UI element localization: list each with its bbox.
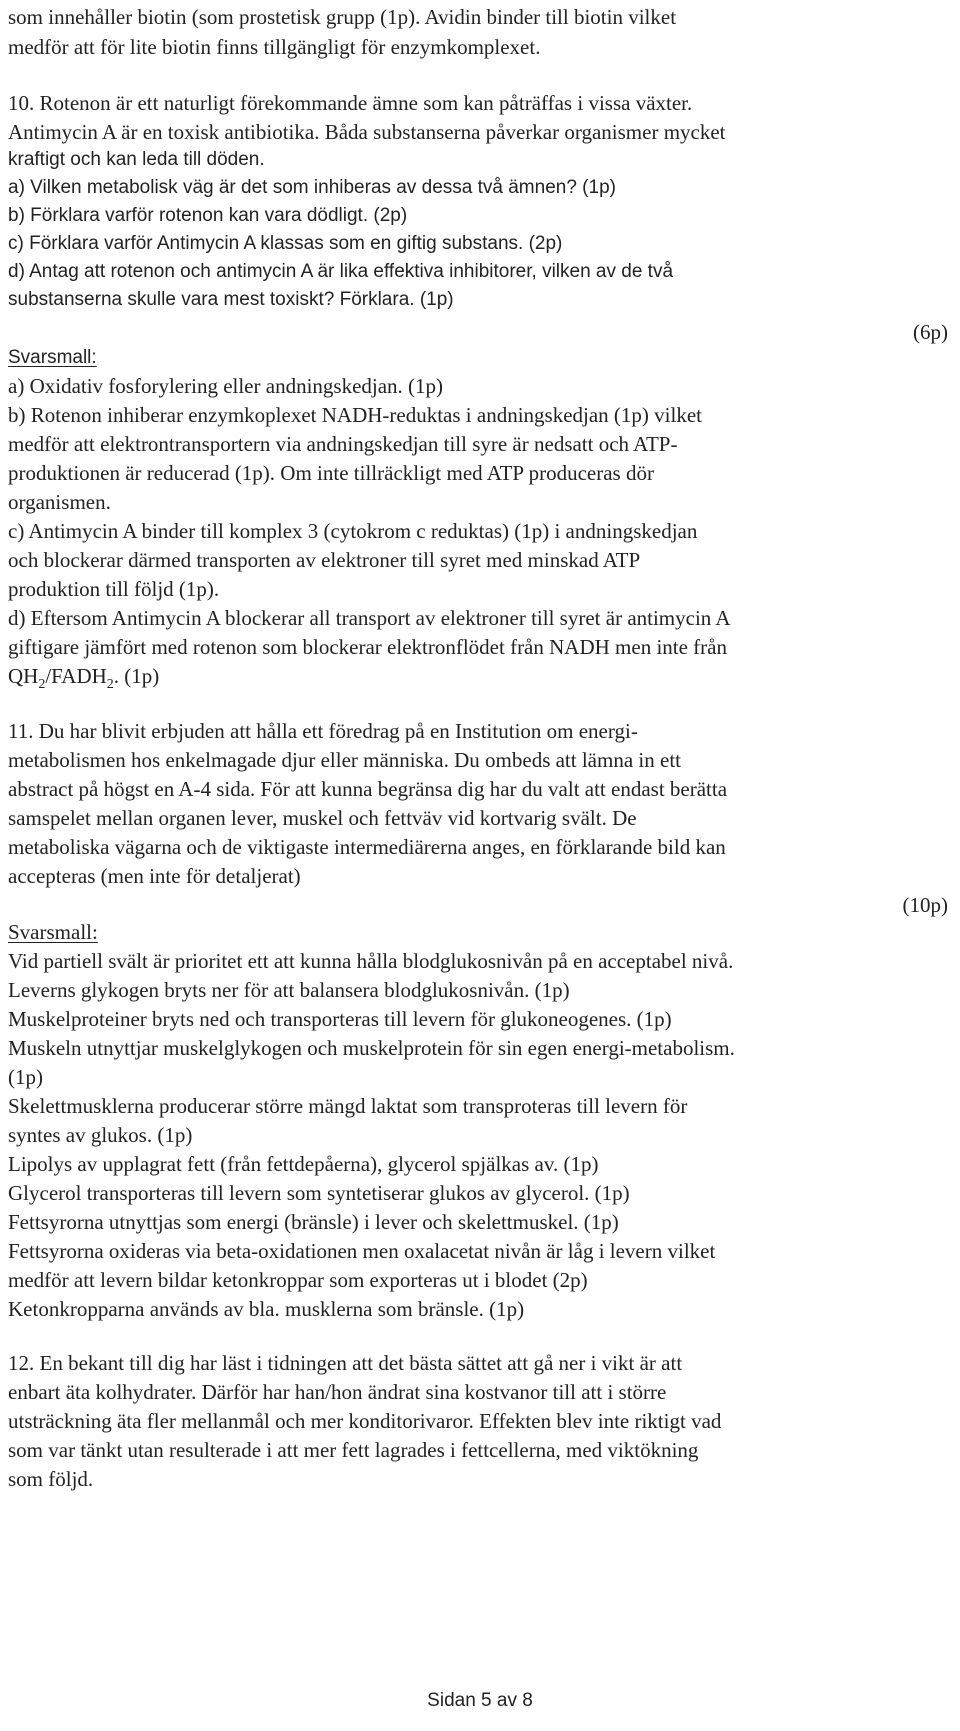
q11-answer-line: Muskelproteiner bryts ned och transporteras till levern för glukoneogenes. (1p) <box>8 1007 672 1031</box>
q12-line: som följd. <box>8 1467 94 1491</box>
q10-answer-line: d) Eftersom Antimycin A blockerar all transport av elektroner till syret är antimycin A <box>8 606 731 630</box>
q10-answer-line: produktion till följd (1p). <box>8 577 220 601</box>
q10-answer-line: medför att elektrontransportern via andningskedjan till syre är nedsatt och ATP- <box>8 432 678 456</box>
formula-qh: QH <box>8 664 39 688</box>
q10-formula-line <box>8 661 159 700</box>
q11-intro-line: samspelet mellan organen lever, muskel och fettväv vid kortvarig svält. De <box>8 806 637 830</box>
q11-points: (10p) <box>902 893 948 917</box>
q11-answer-line: Leverns glykogen bryts ner för att balansera blodglukosnivån. (1p) <box>8 978 570 1002</box>
q10-intro-line: Antimycin A är en toxisk antibiotika. Båda substanserna påverkar organismer mycket <box>8 120 726 144</box>
q10-intro-line: kraftigt och kan leda till döden. <box>8 149 265 170</box>
q11-answer-heading: Svarsmall: <box>8 920 98 944</box>
q11-answer-line: Ketonkropparna används av bla. musklerna som bränsle. (1p) <box>8 1297 525 1321</box>
q12-line: utsträckning äta fler mellanmål och mer konditorivaror. Effekten blev inte riktigt vad <box>8 1409 722 1433</box>
q11-answer-line: Fettsyrorna utnyttjas som energi (bränsle) i lever och skelettmuskel. (1p) <box>8 1210 619 1234</box>
q10-answer-line: c) Antimycin A binder till komplex 3 (cytokrom c reduktas) (1p) i andningskedjan <box>8 519 698 543</box>
q11-answer-line: Skelettmusklerna producerar större mängd laktat som transproteras till levern för <box>8 1094 688 1118</box>
q10-question-a: a) Vilken metabolisk väg är det som inhiberas av dessa två ämnen? (1p) <box>8 177 616 198</box>
q10-question-c: c) Förklara varför Antimycin A klassas som en giftig substans. (2p) <box>8 233 563 254</box>
q10-answer-line: och blockerar därmed transporten av elektroner till syret med minskad ATP <box>8 548 641 572</box>
formula-subscript: 2 <box>106 677 114 693</box>
q11-answer-line: Muskeln utnyttjar muskelglykogen och muskelprotein för sin egen energi-metabolism. <box>8 1036 735 1060</box>
q11-answer-line: Vid partiell svält är prioritet ett att kunna hålla blodglukosnivån på en acceptabel nivå. <box>8 949 734 973</box>
q10-answer-line: a) Oxidativ fosforylering eller andningskedjan. (1p) <box>8 374 444 398</box>
q11-answer-line: syntes av glukos. (1p) <box>8 1123 193 1147</box>
q10-answer-line: organismen. <box>8 490 111 514</box>
q12-line: som var tänkt utan resulterade i att mer fett lagrades i fettcellerna, med viktökning <box>8 1438 699 1462</box>
q9-line: medför att för lite biotin finns tillgängligt för enzymkomplexet. <box>8 35 541 59</box>
q10-answer-line: produktionen är reducerad (1p). Om inte tillräckligt med ATP produceras dör <box>8 461 654 485</box>
q11-intro-line: abstract på högst en A-4 sida. För att kunna begränsa dig har du valt att endast berätta <box>8 777 728 801</box>
formula-subscript: 2 <box>38 677 46 693</box>
q11-answer-line: medför att levern bildar ketonkroppar som exporteras ut i blodet (2p) <box>8 1268 588 1292</box>
q10-question-d: substanserna skulle vara mest toxiskt? Förklara. (1p) <box>8 289 454 310</box>
q10-answer-heading: Svarsmall: <box>8 347 97 368</box>
formula-tail: . (1p) <box>113 664 160 688</box>
q11-answer-line: Glycerol transporteras till levern som syntetiserar glukos av glycerol. (1p) <box>8 1181 630 1205</box>
q11-intro-line: metabolismen hos enkelmagade djur eller människa. Du ombeds att lämna in ett <box>8 748 681 772</box>
q10-answer-line: giftigare jämfört med rotenon som blockerar elektronflödet från NADH men inte från <box>8 635 727 659</box>
q12-line: enbart äta kolhydrater. Därför har han/hon ändrat sina kostvanor till att i större <box>8 1380 667 1404</box>
q10-answer-line: b) Rotenon inhiberar enzymkoplexet NADH-reduktas i andningskedjan (1p) vilket <box>8 403 702 427</box>
formula-fadh: /FADH <box>45 664 107 688</box>
q11-answer-line: Fettsyrorna oxideras via beta-oxidationen men oxalacetat nivån är låg i levern vilket <box>8 1239 716 1263</box>
q11-answer-line: Lipolys av upplagrat fett (från fettdepåerna), glycerol spjälkas av. (1p) <box>8 1152 599 1176</box>
page-footer: Sidan 5 av 8 <box>427 1690 533 1711</box>
q11-intro-line: accepteras (men inte för detaljerat) <box>8 864 301 888</box>
q10-points: (6p) <box>913 320 948 344</box>
q11-intro-line: 11. Du har blivit erbjuden att hålla ett föredrag på en Institution om energi- <box>8 719 638 743</box>
q12-line: 12. En bekant till dig har läst i tidningen att det bästa sättet att gå ner i vikt är att <box>8 1351 683 1375</box>
q9-line: som innehåller biotin (som prostetisk grupp (1p). Avidin binder till biotin vilket <box>8 5 677 29</box>
q10-question-b: b) Förklara varför rotenon kan vara dödligt. (2p) <box>8 205 408 226</box>
q10-question-d: d) Antag att rotenon och antimycin A är lika effektiva inhibitorer, vilken av de två <box>8 261 674 282</box>
q11-intro-line: metaboliska vägarna och de viktigaste intermediärerna anges, en förklarande bild kan <box>8 835 726 859</box>
q11-answer-line: (1p) <box>8 1065 43 1089</box>
q10-intro-line: 10. Rotenon är ett naturligt förekommande ämne som kan påträffas i vissa växter. <box>8 91 693 115</box>
